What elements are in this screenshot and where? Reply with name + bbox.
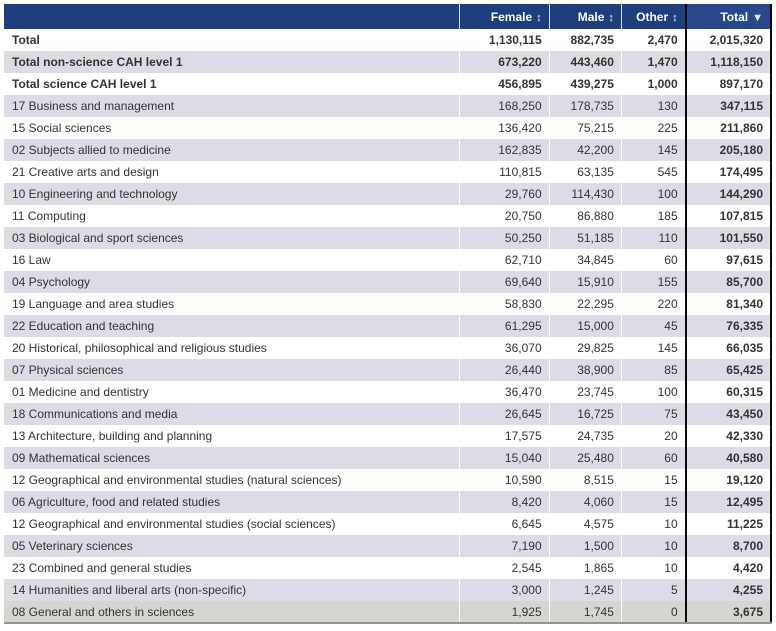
table-row [4, 579, 771, 601]
cell-total: 40,580 [686, 447, 771, 469]
cell-other: 5 [621, 579, 685, 601]
table-row [4, 183, 771, 205]
cell-total: 1,118,150 [686, 51, 771, 73]
cell-other: 10 [621, 535, 685, 557]
table-row [4, 425, 771, 447]
cell-male: 1,865 [549, 557, 621, 579]
cell-total: 347,115 [686, 95, 771, 117]
row-label: 20 Historical, philosophical and religious studies [12, 341, 267, 355]
cell-male: 86,880 [549, 205, 621, 227]
cell-total: 11,225 [686, 513, 771, 535]
cell-total: 4,420 [686, 557, 771, 579]
cell-other: 145 [621, 337, 685, 359]
cell-male: 38,900 [549, 359, 621, 381]
cell-male: 75,215 [549, 117, 621, 139]
table-row [4, 535, 771, 557]
cell-female: 7,190 [460, 535, 549, 557]
column-header-other[interactable] [621, 4, 685, 29]
cell-other: 60 [621, 249, 685, 271]
cell-total: 101,550 [686, 227, 771, 249]
column-header-total[interactable] [686, 4, 771, 29]
cell-total: 144,290 [686, 183, 771, 205]
cell-other: 220 [621, 293, 685, 315]
table-row [4, 161, 771, 183]
table-row [4, 601, 771, 623]
cell-total: 81,340 [686, 293, 771, 315]
cell-male: 882,735 [549, 29, 621, 51]
cell-total: 43,450 [686, 403, 771, 425]
cell-female: 1,925 [460, 601, 549, 623]
cell-male: 8,515 [549, 469, 621, 491]
cell-other: 85 [621, 359, 685, 381]
cell-total: 60,315 [686, 381, 771, 403]
cell-male: 4,575 [549, 513, 621, 535]
cell-male: 1,500 [549, 535, 621, 557]
table-row [4, 73, 771, 95]
table-row [4, 381, 771, 403]
cell-male: 23,745 [549, 381, 621, 403]
cell-total: 85,700 [686, 271, 771, 293]
cell-other: 100 [621, 381, 685, 403]
row-label: 09 Mathematical sciences [4, 447, 460, 469]
table-body [4, 29, 771, 623]
table-row [4, 29, 771, 51]
table-row [4, 271, 771, 293]
row-label: 17 Business and management [4, 95, 460, 117]
cell-female: 29,760 [460, 183, 549, 205]
column-header-female-label: Female [490, 9, 533, 24]
row-label: 03 Biological and sport sciences [4, 227, 460, 249]
column-header-female[interactable] [460, 4, 549, 29]
cell-total: 19,120 [686, 469, 771, 491]
cell-female: 26,645 [460, 403, 549, 425]
cell-total: 107,815 [686, 205, 771, 227]
row-label: 10 Engineering and technology [4, 183, 460, 205]
cell-other: 20 [621, 425, 685, 447]
cell-total: 42,330 [686, 425, 771, 447]
table-row [4, 227, 771, 249]
row-label: 02 Subjects allied to medicine [4, 139, 460, 161]
cell-female: 62,710 [460, 249, 549, 271]
cell-other: 75 [621, 403, 685, 425]
cell-total: 897,170 [686, 73, 771, 95]
cell-other: 130 [621, 95, 685, 117]
column-header-total-label: Total [720, 9, 749, 24]
cell-total: 2,015,320 [686, 29, 771, 51]
cell-female: 6,645 [460, 513, 549, 535]
column-header-male-label: Male [577, 9, 605, 24]
table-row [4, 249, 771, 271]
table-row [4, 51, 771, 73]
row-label: 21 Creative arts and design [12, 165, 159, 179]
table-row [4, 359, 771, 381]
table-row [4, 205, 771, 227]
cell-male: 25,480 [549, 447, 621, 469]
cell-total: 65,425 [686, 359, 771, 381]
cell-female: 3,000 [460, 579, 549, 601]
column-header-category [4, 4, 460, 29]
sort-updown-icon: ↕ [536, 11, 542, 24]
cell-other: 15 [621, 469, 685, 491]
cell-total: 174,495 [686, 161, 771, 183]
row-label: 08 General and others in sciences [4, 601, 460, 623]
cell-total: 66,035 [686, 337, 771, 359]
table-row [4, 95, 771, 117]
cell-female: 69,640 [460, 271, 549, 293]
row-label: Total [12, 33, 40, 47]
cell-other: 155 [621, 271, 685, 293]
cell-male: 42,200 [549, 139, 621, 161]
cell-male: 443,460 [549, 51, 621, 73]
row-label: 13 Architecture, building and planning [12, 429, 213, 443]
cell-total: 211,860 [686, 117, 771, 139]
row-label: 19 Language and area studies [12, 297, 175, 311]
cell-male: 4,060 [549, 491, 621, 513]
table-row [4, 469, 771, 491]
row-label: 01 Medicine and dentistry [12, 385, 149, 399]
cell-total: 205,180 [686, 139, 771, 161]
cell-other: 10 [621, 557, 685, 579]
cell-total: 3,675 [686, 601, 771, 623]
cell-other: 110 [621, 227, 685, 249]
cell-male: 22,295 [549, 293, 621, 315]
cell-male: 24,735 [549, 425, 621, 447]
cell-other: 1,000 [621, 73, 685, 95]
cell-female: 26,440 [460, 359, 549, 381]
row-label: 15 Social sciences [12, 121, 112, 135]
cell-male: 15,910 [549, 271, 621, 293]
cell-other: 545 [621, 161, 685, 183]
table-row [4, 117, 771, 139]
cell-other: 185 [621, 205, 685, 227]
cell-other: 100 [621, 183, 685, 205]
table-row [4, 139, 771, 161]
cell-total: 8,700 [686, 535, 771, 557]
cell-other: 10 [621, 513, 685, 535]
row-label: 23 Combined and general studies [12, 561, 192, 575]
row-label: 06 Agriculture, food and related studies [4, 491, 460, 513]
row-label: 22 Education and teaching [4, 315, 460, 337]
cell-other: 15 [621, 491, 685, 513]
cell-other: 0 [621, 601, 685, 623]
table-row [4, 293, 771, 315]
cell-male: 114,430 [549, 183, 621, 205]
sort-updown-icon: ↕ [608, 11, 614, 24]
cell-other: 225 [621, 117, 685, 139]
table-row [4, 337, 771, 359]
cell-male: 51,185 [549, 227, 621, 249]
cell-other: 45 [621, 315, 685, 337]
table-row [4, 315, 771, 337]
table-row [4, 447, 771, 469]
cell-female: 136,420 [460, 117, 549, 139]
subjects-data-table [4, 4, 772, 624]
cell-male: 439,275 [549, 73, 621, 95]
cell-other: 2,470 [621, 29, 685, 51]
table-row [4, 557, 771, 579]
cell-female: 61,295 [460, 315, 549, 337]
cell-total: 97,615 [686, 249, 771, 271]
cell-female: 168,250 [460, 95, 549, 117]
cell-female: 20,750 [460, 205, 549, 227]
table-row [4, 403, 771, 425]
cell-male: 15,000 [549, 315, 621, 337]
row-label: 18 Communications and media [4, 403, 460, 425]
cell-female: 2,545 [460, 557, 549, 579]
cell-male: 16,725 [549, 403, 621, 425]
cell-total: 76,335 [686, 315, 771, 337]
cell-female: 162,835 [460, 139, 549, 161]
column-header-male[interactable] [549, 4, 621, 29]
table-row [4, 513, 771, 535]
cell-female: 58,830 [460, 293, 549, 315]
cell-male: 29,825 [549, 337, 621, 359]
cell-other: 1,470 [621, 51, 685, 73]
cell-female: 8,420 [460, 491, 549, 513]
sort-updown-icon: ↕ [672, 11, 678, 24]
sort-descending-icon: ▼ [752, 11, 763, 24]
cell-male: 1,745 [549, 601, 621, 623]
cell-total: 4,255 [686, 579, 771, 601]
header-row [4, 4, 771, 29]
row-label: 14 Humanities and liberal arts (non-specific) [4, 579, 460, 601]
row-label: Total non-science CAH level 1 [4, 51, 460, 73]
cell-total: 12,495 [686, 491, 771, 513]
cell-other: 60 [621, 447, 685, 469]
row-label: 04 Psychology [4, 271, 460, 293]
cell-female: 15,040 [460, 447, 549, 469]
row-label: 12 Geographical and environmental studies (social sciences) [12, 517, 336, 531]
cell-other: 145 [621, 139, 685, 161]
cell-female: 36,070 [460, 337, 549, 359]
row-label: 11 Computing [12, 209, 86, 223]
row-label: 05 Veterinary sciences [4, 535, 460, 557]
cell-male: 1,245 [549, 579, 621, 601]
table-row [4, 491, 771, 513]
row-label: Total science CAH level 1 [12, 77, 157, 91]
column-header-other-label: Other [636, 9, 669, 24]
cell-male: 178,735 [549, 95, 621, 117]
cell-female: 17,575 [460, 425, 549, 447]
cell-female: 673,220 [460, 51, 549, 73]
cell-female: 1,130,115 [460, 29, 549, 51]
cell-male: 34,845 [549, 249, 621, 271]
cell-female: 50,250 [460, 227, 549, 249]
row-label: 12 Geographical and environmental studies (natural sciences) [12, 473, 342, 487]
cell-male: 63,135 [549, 161, 621, 183]
cell-female: 36,470 [460, 381, 549, 403]
row-label: 07 Physical sciences [4, 359, 460, 381]
row-label: 16 Law [12, 253, 51, 267]
enrolment-table [4, 4, 772, 624]
cell-female: 456,895 [460, 73, 549, 95]
cell-female: 110,815 [460, 161, 549, 183]
cell-female: 10,590 [460, 469, 549, 491]
